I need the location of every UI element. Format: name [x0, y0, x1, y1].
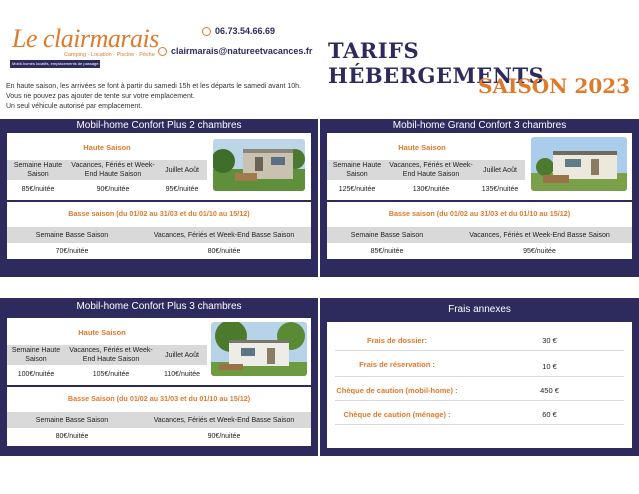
- col-header: Vacances, Fériés et Week-End Basse Saison: [153, 416, 295, 424]
- price-value: 80€/nuitée: [207, 247, 241, 255]
- intro-line: Un seul véhicule autorisé par emplacement.: [6, 103, 143, 110]
- price-value: 130€/nuitée: [412, 185, 450, 193]
- price-value: 125€/nuitée: [338, 185, 376, 193]
- haute-saison-label: Haute Saison: [398, 143, 446, 152]
- email-address: clairmarais@natureetvacances.fr: [171, 46, 313, 56]
- divider: [335, 350, 624, 351]
- frais-row: [327, 386, 632, 395]
- frais-value: 60 €: [542, 410, 557, 419]
- divider: [7, 385, 311, 387]
- card-title: Mobil-home Confort Plus 2 chambres: [76, 120, 242, 131]
- frais-row: [327, 360, 632, 371]
- mobil-home-photo: [211, 322, 307, 376]
- divider: [327, 200, 632, 202]
- basse-value-row: [7, 243, 311, 259]
- logo-text: Le clairmarais: [12, 24, 159, 53]
- divider: [335, 424, 624, 425]
- price-value: 135€/nuitée: [481, 185, 519, 193]
- frais-label: Chèque de caution (ménage) :: [343, 410, 451, 419]
- price-value: 85€/nuitée: [21, 185, 55, 193]
- col-header: Semaine Basse Saison: [35, 231, 109, 239]
- intro-line: Vous ne pouvez pas ajouter de tente sur votre emplacement.: [6, 93, 195, 100]
- mobil-home-photo: [213, 139, 305, 191]
- basse-saison-label: Basse saison (du 01/02 au 31/03 et du 01/10 au 15/12): [68, 209, 250, 218]
- col-header: Vacances, Fériés et Week-End Basse Saison: [469, 231, 610, 239]
- col-header: Juillet Août: [483, 166, 517, 174]
- price-value: 90€/nuitée: [207, 432, 241, 440]
- phone-number: 06.73.54.66.69: [215, 26, 276, 36]
- frais-value: 30 €: [542, 336, 557, 345]
- card-body: [327, 133, 632, 259]
- basse-saison-label: Basse Saison (du 01/02 au 31/03 et du 01/10 au 15/12): [67, 394, 251, 403]
- price-value: 90€/nuitée: [96, 185, 130, 193]
- haute-value-row: [7, 367, 207, 381]
- card-confort-plus-3: [0, 298, 318, 456]
- price-value: 100€/nuitée: [17, 370, 55, 378]
- col-header: Semaine Haute Saison: [332, 162, 382, 178]
- camping-logo: [8, 24, 168, 74]
- card-title: Mobil-home Grand Confort 3 chambres: [392, 120, 567, 131]
- haute-header-row: [7, 160, 207, 180]
- basse-value-row: [327, 243, 632, 259]
- col-header: Juillet Août: [165, 166, 199, 174]
- phone-icon: [202, 27, 211, 36]
- card-body: [7, 133, 311, 259]
- email-contact[interactable]: [158, 46, 312, 56]
- haute-saison-label: Haute Saison: [83, 143, 131, 152]
- haute-header-row: [327, 160, 525, 180]
- card-confort-plus-2: [0, 119, 318, 277]
- price-value: 95€/nuitée: [523, 247, 556, 255]
- col-header: Semaine Haute Saison: [11, 347, 61, 363]
- basse-saison-label: Basse saison (du 01/02 au 31/03 et du 01/10 au 15/12): [388, 209, 571, 218]
- intro-text: [6, 82, 301, 112]
- divider: [7, 200, 311, 202]
- haute-value-row: [7, 182, 207, 196]
- divider: [335, 400, 624, 401]
- email-icon: [158, 47, 167, 56]
- price-value: 105€/nuitée: [92, 370, 130, 378]
- frais-label: Frais de dossier:: [366, 336, 428, 345]
- haute-header-row: [7, 345, 207, 365]
- price-value: 80€/nuitée: [55, 432, 89, 440]
- haute-value-row: [327, 182, 525, 196]
- price-value: 95€/nuitée: [165, 185, 199, 193]
- mobil-home-photo: [531, 137, 627, 191]
- card-body: [7, 318, 311, 446]
- col-header: Semaine Basse Saison: [35, 416, 109, 424]
- col-header: Vacances, Fériés et Week-End Haute Saison: [69, 347, 153, 363]
- logo-tagline: Mobil-homes locatifs, emplacements de passage et résidentiels: [12, 61, 125, 66]
- col-header: Vacances, Fériés et Week-End Basse Saison: [153, 231, 295, 239]
- intro-line: En haute saison, les arrivées se font à partir du samedi 15h et les départs le samedi avant 10h.: [6, 83, 301, 90]
- basse-header-row: [7, 412, 311, 428]
- col-header: Vacances, Fériés et Week-End Haute Saison: [71, 162, 155, 178]
- phone-contact[interactable]: [202, 26, 275, 36]
- frais-row: [327, 410, 632, 419]
- basse-header-row: [7, 227, 311, 243]
- basse-value-row: [7, 428, 311, 444]
- logo-subtitle: Camping · Location · Piscine · Pêche: [64, 52, 155, 58]
- frais-label: Frais de réservation :: [359, 360, 435, 369]
- card-body: [327, 322, 632, 448]
- divider: [335, 376, 624, 377]
- basse-header-row: [327, 227, 632, 243]
- haute-saison-label: Haute Saison: [78, 328, 126, 337]
- col-header: Semaine Basse Saison: [350, 231, 424, 239]
- frais-value: 450 €: [540, 386, 559, 395]
- card-grand-confort-3: [320, 119, 639, 277]
- col-header: Semaine Haute Saison: [13, 162, 63, 178]
- card-frais-annexes: [320, 298, 639, 456]
- page-title: TARIFS HÉBERGEMENTS: [328, 38, 545, 88]
- frais-value: 10 €: [542, 362, 557, 371]
- card-title: Frais annexes: [448, 304, 511, 315]
- frais-row: [327, 336, 632, 345]
- frais-label: Chèque de caution (mobil-home) :: [336, 386, 458, 395]
- col-header: Juillet Août: [165, 351, 199, 359]
- price-value: 85€/nuitée: [370, 247, 404, 255]
- col-header: Vacances, Fériés et Week-End Haute Saison: [389, 162, 473, 178]
- card-title: Mobil-home Confort Plus 3 chambres: [76, 301, 242, 312]
- price-value: 70€/nuitée: [55, 247, 89, 255]
- season-title: SAISON 2023: [478, 74, 631, 98]
- price-value: 110€/nuitée: [163, 370, 201, 378]
